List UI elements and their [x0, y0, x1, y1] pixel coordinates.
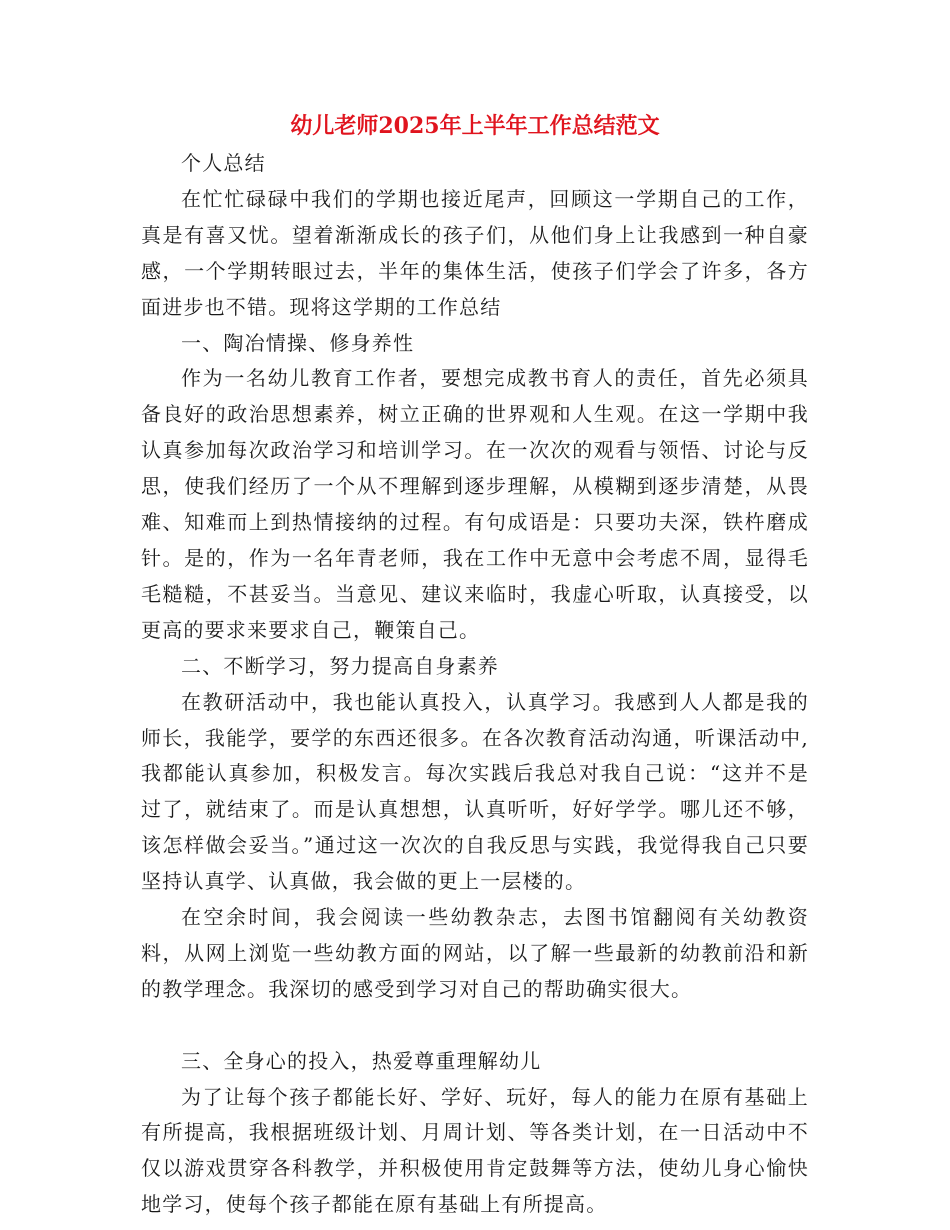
section-heading-1: 一、陶冶情操、修身养性 [181, 330, 415, 355]
paragraph-section-2b: 在空余时间，我会阅读一些幼教杂志，去图书馆翻阅有关幼教资料，从网上浏览一些幼教方面的网站，以了解一些最新的幼教前沿和新的教学理念。我深切的感受到学习对自己的帮助确实很大。 [141, 905, 809, 1001]
blank-line [141, 1008, 809, 1044]
section-heading-3: 三、全身心的投入，热爱尊重理解幼儿 [181, 1048, 542, 1073]
paragraph-section-1: 作为一名幼儿教育工作者，要想完成教书育人的责任，首先必须具备良好的政治思想素养，树立正确的世界观和人生观。在这一学期中我认真参加每次政治学习和培训学习。在一次次的观看与领悟、讨论与反思，使我们经历了一个从不理解到逐步理解，从模糊到逐步清楚，从畏难、知难而上到热情接纳的过程。有句成语是：只要功夫深，铁杵磨成针。是的，作为一名年青老师，我在工作中无意中会考虑不周，显得毛毛糙糙，不甚妥当。当意见、建议来临时，我虚心听取，认真接受，以更高的要求来要求自己，鞭策自己。 [141, 366, 809, 642]
paragraph-section-2a: 在教研活动中，我也能认真投入，认真学习。我感到人人都是我的师长，我能学，要学的东西还很多。在各次教育活动沟通，听课活动中,我都能认真参加，积极发言。每次实践后我总对我自己说：“这并不是过了，就结束了。而是认真想想，认真听听，好好学学。哪儿还不够，该怎样做会妥当。”通过这一次次的自我反思与实践，我觉得我自己只要坚持认真学、认真做，我会做的更上一层楼的。 [141, 689, 809, 894]
section-heading-2: 二、不断学习，努力提高自身素养 [181, 653, 499, 678]
section-heading-personal-summary: 个人总结 [181, 151, 266, 175]
paragraph-intro: 在忙忙碌碌中我们的学期也接近尾声，回顾这一学期自己的工作，真是有喜又忧。望着渐渐成长的孩子们，从他们身上让我感到一种自豪感，一个学期转眼过去，半年的集体生活，使孩子们学会了许多，各方面进步也不错。现将这学期的工作总结 [141, 186, 809, 319]
paragraph-section-3: 为了让每个孩子都能长好、学好、玩好，每人的能力在原有基础上有所提高，我根据班级计划、月周计划、等各类计划，在一日活动中不仅以游戏贯穿各科教学，并积极使用肯定鼓舞等方法，使幼儿身心愉快地学习，使每个孩子都能在原有基础上有所提高。 [141, 1084, 809, 1217]
document-body [141, 146, 809, 1223]
document-title: 幼儿老师2025年上半年工作总结范文 [290, 113, 660, 139]
